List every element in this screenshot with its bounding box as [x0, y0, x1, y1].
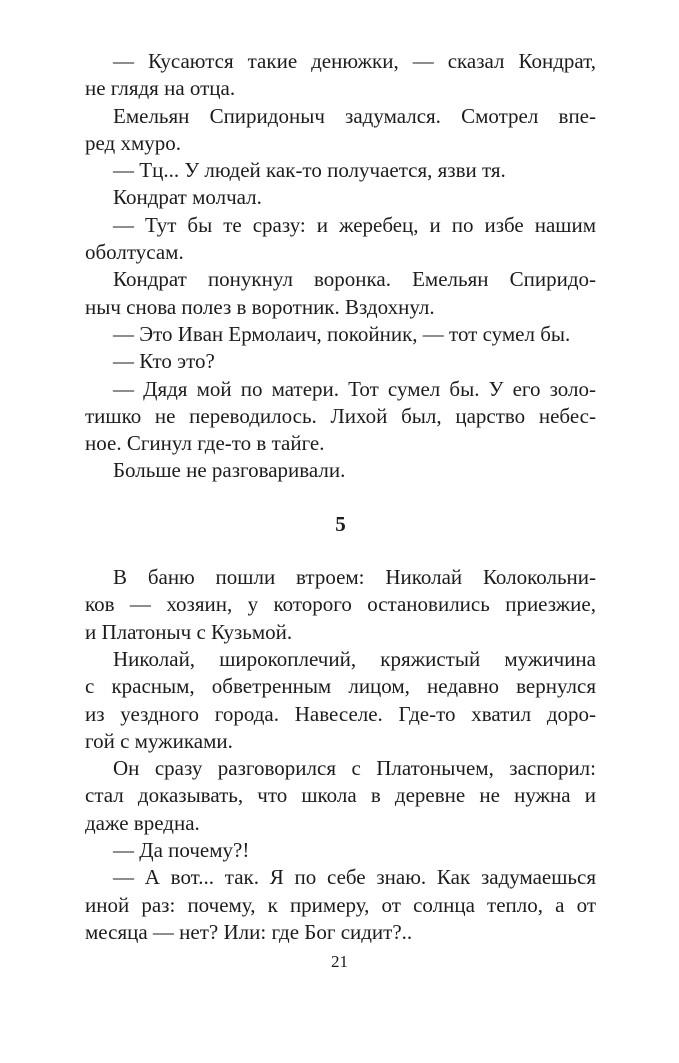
text-line: с красным, обветренным лицом, недавно вернулся [85, 674, 596, 699]
text-line: оболтусам. [85, 240, 184, 265]
text-line: стал доказывать, что школа в деревне не нужна и [85, 783, 596, 808]
text-line: ныч снова полез в воротник. Вздохнул. [85, 294, 435, 319]
text-line: тишко не переводилось. Лихой был, царство небес- [85, 403, 596, 428]
text-block-2 [85, 564, 596, 946]
paragraph [85, 646, 596, 755]
paragraph [85, 837, 596, 864]
section-heading: 5 [335, 511, 346, 536]
text-line: — Это Иван Ермолаич, покойник, — тот сумел бы. [113, 321, 571, 346]
text-line: — Дядя мой по матери. Тот сумел бы. У его золо- [113, 376, 596, 401]
text-line: — Кусаются такие денюжки, — сказал Кондрат, [113, 49, 596, 73]
text-line: Больше не разговаривали. [113, 458, 346, 483]
paragraph [85, 103, 596, 158]
text-line: — А вот... так. Я по себе знаю. Как задумаешься [113, 865, 596, 890]
text-block-1 [85, 48, 596, 485]
text-line: В баню пошли втроем: Николай Колокольни- [113, 565, 596, 590]
paragraph [85, 376, 596, 458]
paragraph [85, 157, 596, 184]
text-line: даже вредна. [85, 810, 200, 835]
paragraph [85, 212, 596, 267]
text-line: иной раз: почему, к примеру, от солнца тепло, а от [85, 892, 596, 917]
text-line: гой с мужиками. [85, 728, 233, 753]
text-line: — Тц... У людей как-то получается, язви тя. [113, 158, 506, 183]
text-line: Кондрат молчал. [113, 185, 262, 210]
text-column [85, 48, 596, 946]
text-line: Емельян Спиридоныч задумался. Смотрел впе- [113, 103, 596, 128]
text-line: — Кто это? [113, 349, 215, 374]
page-number: 21 [331, 952, 348, 971]
paragraph [85, 321, 596, 348]
text-line: Николай, широкоплечий, кряжистый мужичина [113, 646, 596, 671]
paragraph [85, 184, 596, 211]
text-line: месяца — нет? Или: где Бог сидит?.. [85, 919, 413, 944]
text-line: Он сразу разговорился с Платонычем, заспорил: [113, 756, 596, 781]
paragraph [85, 266, 596, 321]
paragraph [85, 457, 596, 484]
text-line: — Тут бы те сразу: и жеребец, и по избе нашим [113, 212, 596, 237]
paragraph [85, 348, 596, 375]
text-line: из уездного города. Навеселе. Где-то хватил доро- [85, 701, 596, 726]
paragraph [85, 864, 596, 946]
text-line: ред хмуро. [85, 130, 182, 155]
text-line: ков — хозяин, у которого остановились приезжие, [85, 592, 596, 617]
text-line: и Платоныч с Кузьмой. [85, 619, 293, 644]
text-line: — Да почему?! [113, 838, 250, 863]
text-line: не глядя на отца. [85, 76, 236, 101]
text-line: ное. Сгинул где-то в тайге. [85, 431, 325, 456]
paragraph [85, 755, 596, 837]
paragraph [85, 48, 596, 103]
paragraph [85, 564, 596, 646]
text-line: Кондрат понукнул воронка. Емельян Спиридо- [113, 267, 596, 292]
